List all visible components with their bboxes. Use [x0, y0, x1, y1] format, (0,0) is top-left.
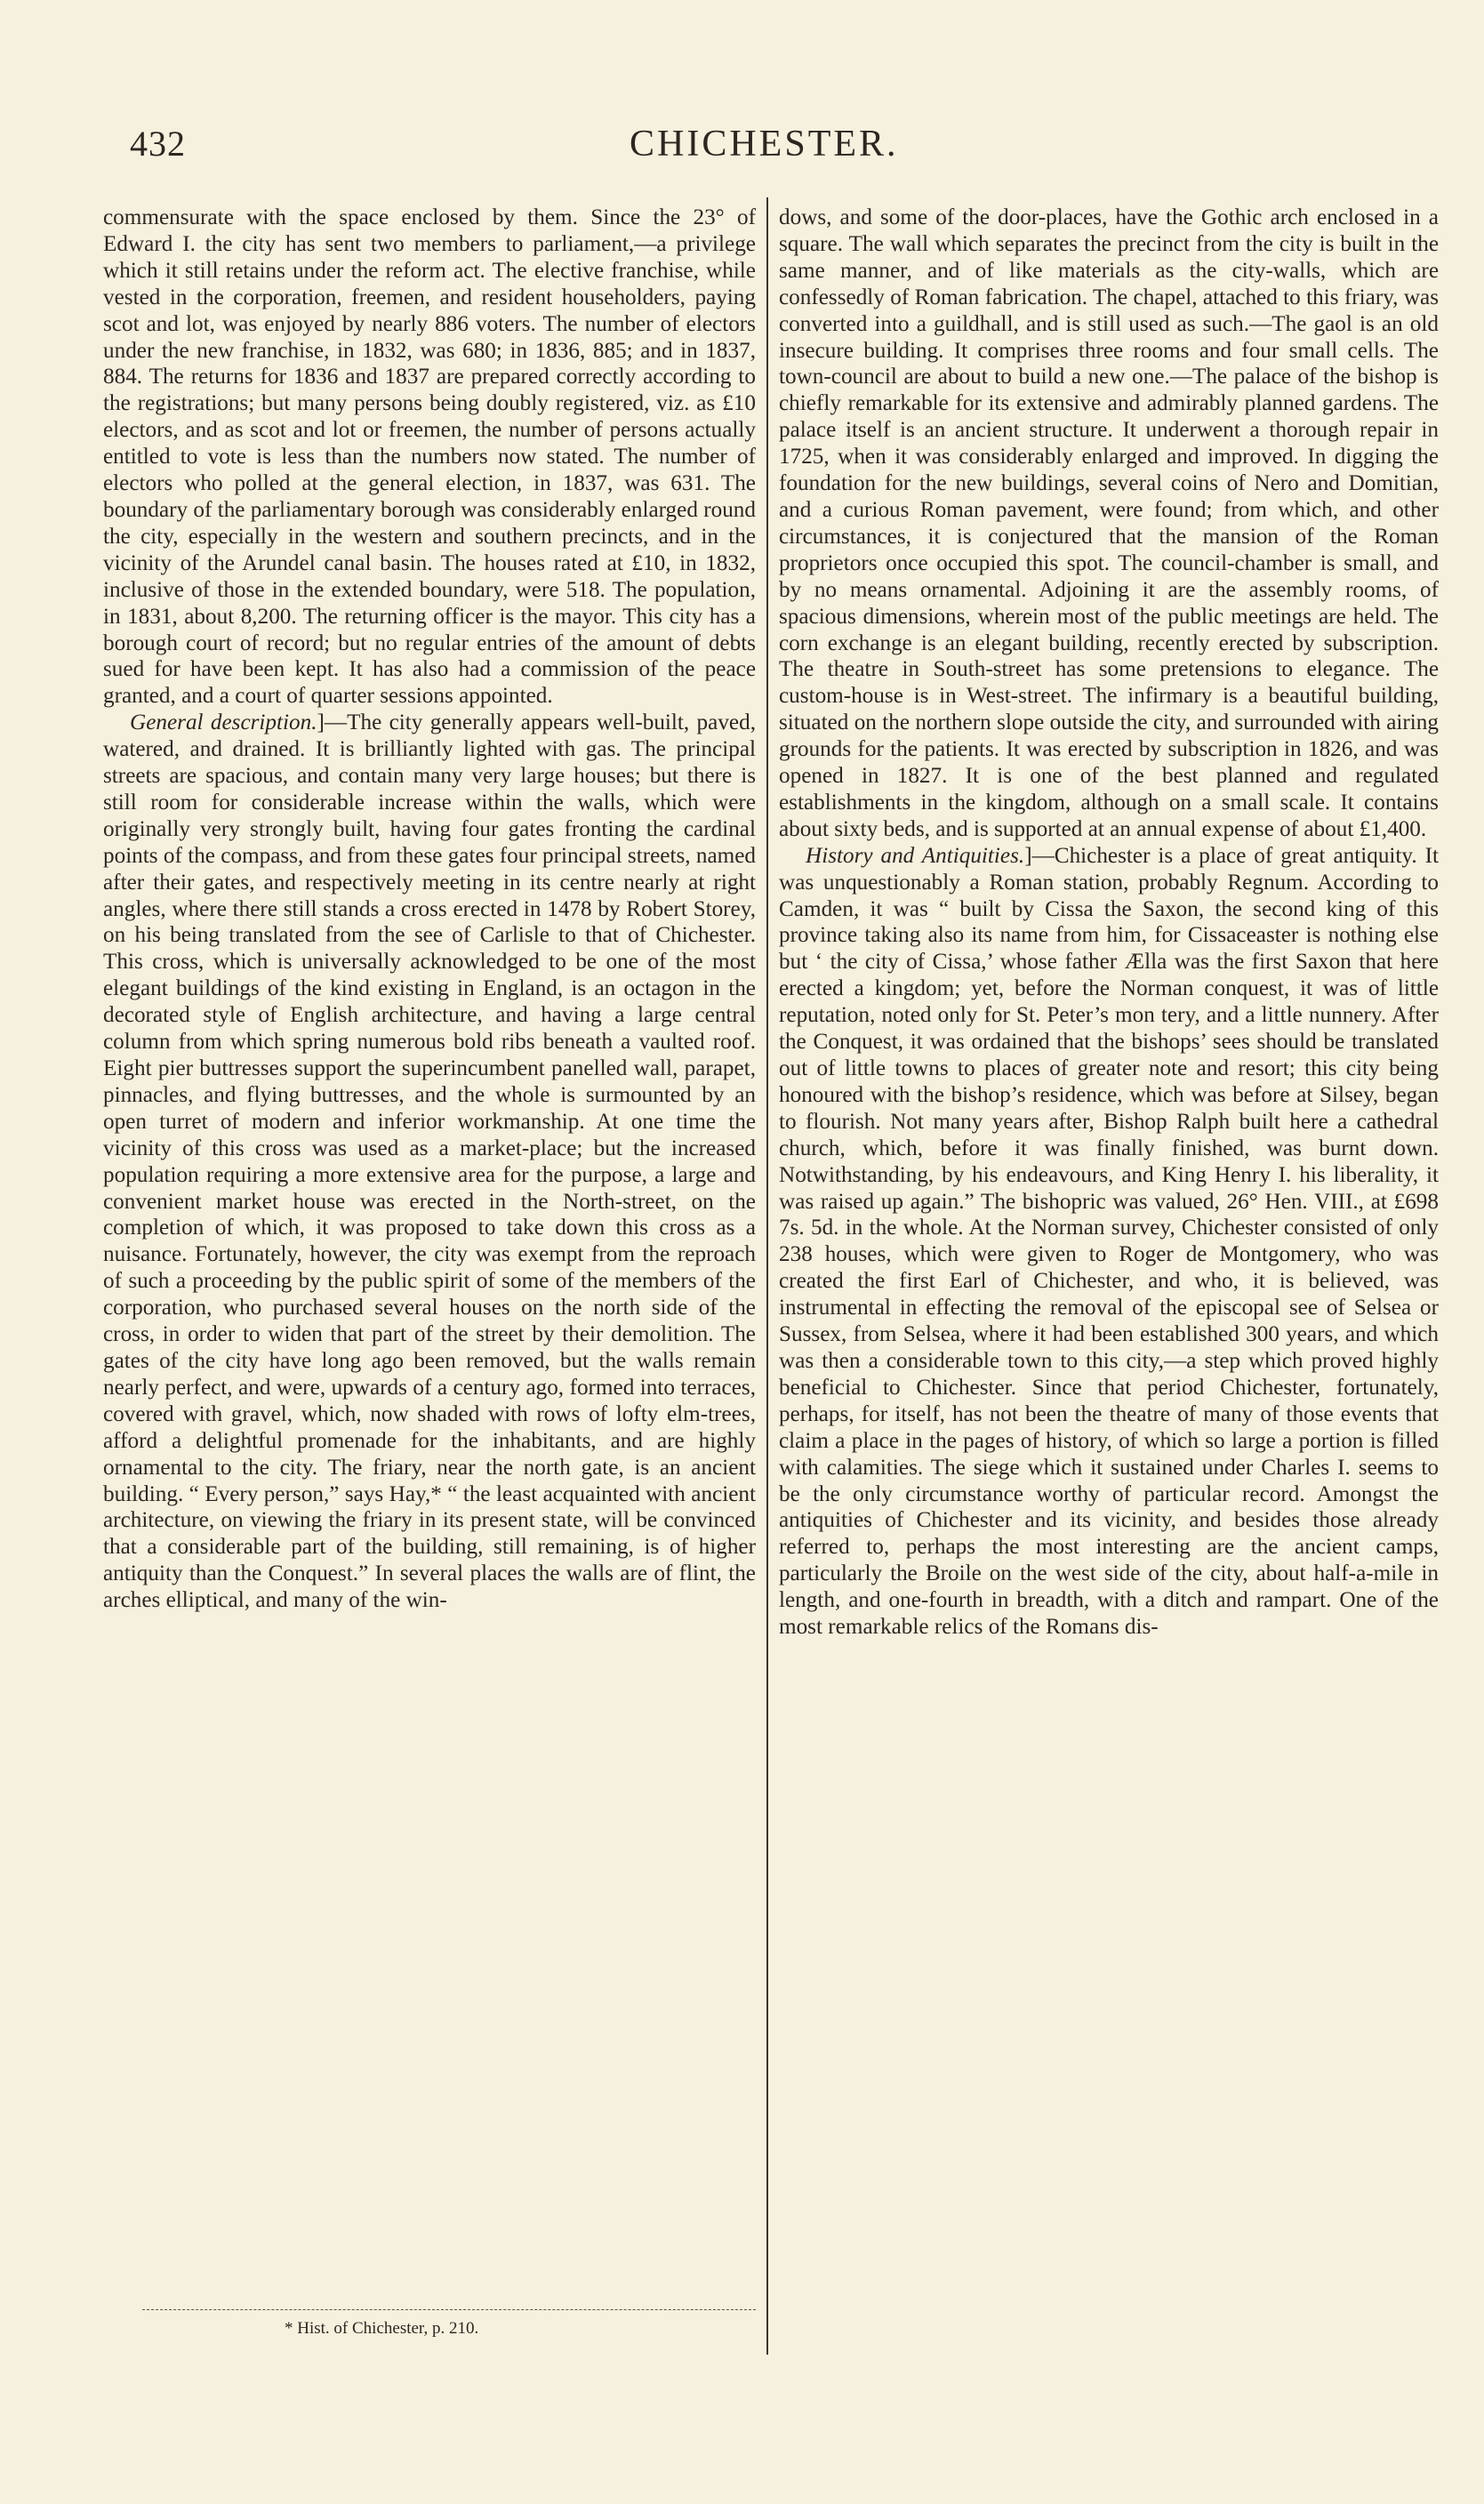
- left-column: [103, 205, 756, 1614]
- paragraph-body: ]—The city generally appears well-built, paved, watered, and drained. It is brilliantly lighted with gas. The principal streets are spacious, and contain many very large houses; but there is still room for considerable increase within the walls, which were originally very strongly built, having four gates fronting the cardinal points of the compass, and from these gates four principal streets, named after their gates, and respectively meeting in its centre nearly at right angles, where there still stands a cross erected in 1478 by Robert Storey, on his being translated from the see of Carlisle to that of Chichester. This cross, which is universally acknowledged to be one of the most elegant buildings of the kind existing in England, is an octagon in the decorated style of English architecture, and having a large central column from which spring numerous bold ribs beneath a vaulted roof. Eight pier buttresses support the superincumbent panelled wall, parapet, pinnacles, and flying buttresses, and the whole is surmounted by an open turret of modern and inferior workmanship. At one time the vicinity of this cross was used as a market-place; but the increased population requiring a more extensive area for the purpose, a large and convenient market house was erected in the North-street, on the completion of which, it was proposed to take down this cross as a nuisance. Fortunately, however, the city was exempt from the reproach of such a proceeding by the public spirit of some of the members of the corporation, who purchased several houses on the north side of the cross, in order to widen that part of the street by their demolition. The gates of the city have long ago been removed, but the walls remain nearly perfect, and were, upwards of a century ago, formed into terraces, covered with gravel, which, now shaded with rows of lofty elm-trees, afford a delightful promenade for the inhabitants, and are highly ornamental to the city. The friary, near the north gate, is an ancient building. “ Every person,” says Hay,* “ the least acquainted with ancient architecture, on viewing the friary in its present state, will be convinced that a considerable part of the building, still remaining, is of higher antiquity than the Conquest.” In several places the walls are of flint, the arches elliptical, and many of the win-: [103, 710, 756, 1613]
- paragraph: [103, 710, 756, 1614]
- page-header: [96, 123, 1430, 176]
- column-divider: [766, 197, 768, 2355]
- section-heading: History and Antiquities.: [806, 843, 1025, 868]
- right-column: [779, 205, 1439, 1641]
- page-number: 432: [130, 124, 186, 164]
- footnote: * Hist. of Chichester, p. 210.: [285, 2319, 479, 2338]
- running-title: CHICHESTER.: [630, 124, 899, 165]
- paragraph: commensurate with the space enclosed by them. Since the 23° of Edward I. the city has sent two members to parliament,—a privilege which it still retains under the reform act. The elective franchise, while vested in the corporation, freemen, and resident householders, paying scot and lot, was enjoyed by nearly 886 voters. The number of electors under the new franchise, in 1832, was 680; in 1836, 885; and in 1837, 884. The returns for 1836 and 1837 are prepared correctly according to the registrations; but many persons being doubly registered, viz. as £10 electors, and as scot and lot or freemen, the number of persons actually entitled to vote is less than the numbers now stated. The number of electors who polled at the general election, in 1837, was 631. The boundary of the parliamentary borough was considerably enlarged round the city, especially in the western and southern precincts, and in the vicinity of the Arundel canal basin. The houses rated at £10, in 1832, inclusive of those in the extended boundary, were 518. The population, in 1831, about 8,200. The returning officer is the mayor. This city has a borough court of record; but no regular entries of the amount of debts sued for have been kept. It has also had a commission of the peace granted, and a court of quarter sessions appointed.: [103, 205, 756, 709]
- section-heading: General description.: [130, 710, 317, 735]
- paragraph-body: ]—Chichester is a place of great antiquity. It was unquestionably a Roman station, probably Regnum. According to Camden, it was “ built by Cissa the Saxon, the second king of this province taking also its name from him, for Cissaceaster is nothing else but ‘ the city of Cissa,’ whose father Ælla was the first Saxon that here erected a kingdom; yet, before the Norman conquest, it was of little reputation, noted only for St. Peter’s mon tery, and a little nunnery. After the Conquest, it was ordained that the bishops’ sees should be translated out of little towns to places of greater note and resort; this city being honoured with the bishop’s residence, which was before at Silsey, began to flourish. Not many years after, Bishop Ralph built here a cathedral church, which, before it was finally finished, was burnt down. Notwithstanding, by his endeavours, and King Henry I. his liberality, it was raised up again.” The bishopric was valued, 26° Hen. VIII., at £698 7s. 5d. in the whole. At the Norman survey, Chichester consisted of only 238 houses, which were given to Roger de Montgomery, who was created the first Earl of Chichester, and who, it is believed, was instrumental in effecting the removal of the episcopal see of Selsea or Sussex, from Selsea, where it had been established 300 years, and which was then a considerable town to this city,—a step which proved highly beneficial to Chichester. Since that period Chichester, fortunately, perhaps, for itself, has not been the theatre of many of those events that claim a place in the pages of history, of which so large a portion is filled with calamities. The siege which it sustained under Charles I. seems to be the only circumstance worthy of particular record. Amongst the antiquities of Chichester and its vicinity, and besides those already referred to, perhaps the most interesting are the ancient camps, particularly the Broile on the west side of the city, about half-a-mile in length, and one-fourth in breadth, with a ditch and rampart. One of the most remarkable relics of the Romans dis-: [779, 843, 1439, 1640]
- paragraph: [779, 843, 1439, 1641]
- paragraph: dows, and some of the door-places, have the Gothic arch enclosed in a square. The wall which separates the precinct from the city is built in the same manner, and of like materials as the city-walls, which are confessedly of Roman fabrication. The chapel, attached to this friary, was converted into a guildhall, and is still used as such.—The gaol is an old insecure building. It comprises three rooms and four small cells. The town-council are about to build a new one.—The palace of the bishop is chiefly remarkable for its extensive and admirably planned gardens. The palace itself is an ancient structure. It underwent a thorough repair in 1725, when it was considerably enlarged and improved. In digging the foundation for the new buildings, several coins of Nero and Domitian, and a curious Roman pavement, were found; from which, and other circumstances, it is conjectured that the mansion of the Roman proprietors once occupied this spot. The council-chamber is small, and by no means ornamental. Adjoining it are the assembly rooms, of spacious dimensions, wherein most of the public meetings are held. The corn exchange is an elegant building, recently erected by subscription. The theatre in South-street has some pretensions to elegance. The custom-house is in West-street. The infirmary is a beautiful building, situated on the northern slope outside the city, and surrounded with airing grounds for the patients. It was erected by subscription in 1826, and was opened in 1827. It is one of the best planned and regulated establishments in the kingdom, although on a small scale. It contains about sixty beds, and is supported at an annual expense of about £1,400.: [779, 205, 1439, 841]
- footnote-divider: [142, 2309, 756, 2310]
